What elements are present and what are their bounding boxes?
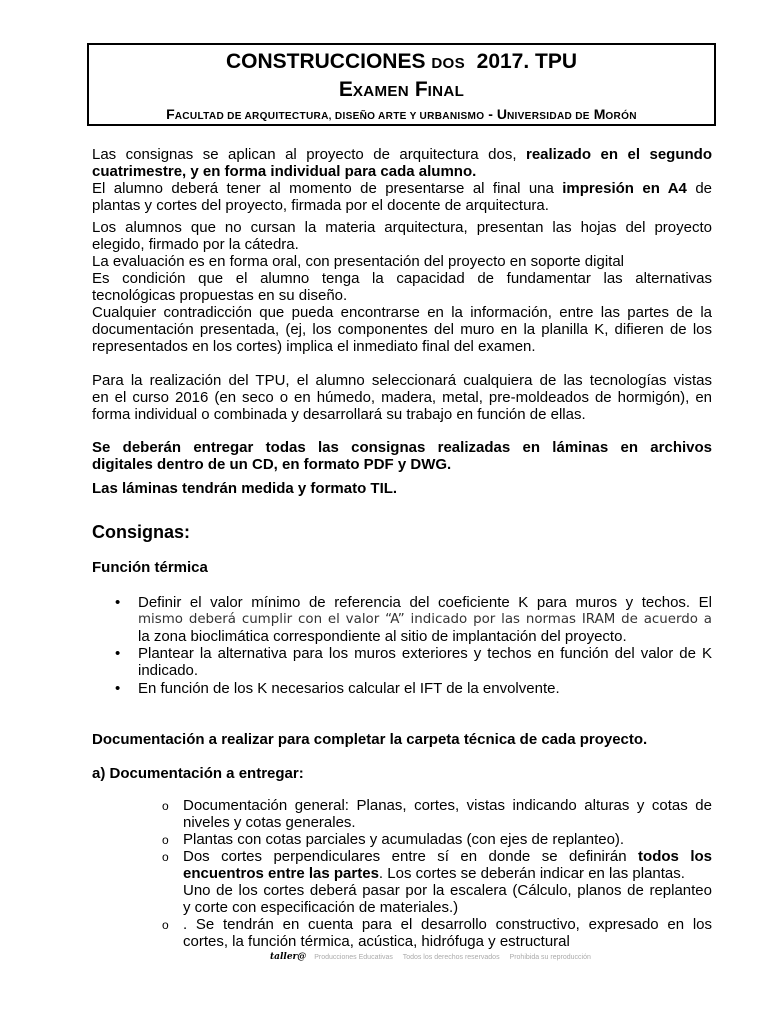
- title-part: INAL: [427, 83, 465, 100]
- footer-text: Producciones Educativas: [314, 954, 393, 961]
- doc-item-line: Uno de los cortes deberá pasar por la escalera (Cálculo, planos de replanteo: [183, 882, 712, 899]
- taller-logo: taller@: [270, 952, 307, 962]
- bullet-icon: •: [115, 680, 121, 697]
- document-title: [89, 50, 714, 76]
- consignas-heading: Consignas:: [92, 522, 191, 542]
- doc-item-line: cortes, la función térmica, acústica, hidrófuga y estructural: [183, 933, 570, 950]
- subtitle-part: M: [589, 106, 606, 122]
- doc-item-line: Documentación general: Planas, cortes, vistas indicando alturas y cotas de: [183, 797, 712, 814]
- footer: [270, 952, 599, 963]
- thermal-function-heading: Función térmica: [92, 559, 208, 576]
- doc-item-line: niveles y cotas generales.: [183, 814, 356, 831]
- documentation-subheading: a) Documentación a entregar:: [92, 765, 304, 782]
- bullet-icon: •: [115, 594, 121, 611]
- doc-item-line: Dos cortes perpendiculares entre sí en donde se definirán todos los: [183, 848, 712, 865]
- intro-line: Las consignas se aplican al proyecto de arquitectura dos, realizado en el segundo: [92, 146, 712, 163]
- circle-bullet-icon: o: [162, 918, 169, 932]
- faculty-subtitle: [89, 106, 714, 125]
- title-part: E: [338, 78, 353, 101]
- doc-item-line: Plantas con cotas parciales y acumuladas (con ejes de replanteo).: [183, 831, 625, 848]
- intro-line: plantas y cortes del proyecto, firmada por el docente de arquitectura.: [92, 197, 549, 214]
- intro-line: cuatrimestre, y en forma individual para cada alumno.: [92, 163, 477, 180]
- title-part: XAMEN: [352, 83, 409, 100]
- intro-line: El alumno deberá tener al momento de presentarse al final una impresión en A4 de: [92, 180, 713, 197]
- subtitle-part: NIVERSIDAD DE: [506, 111, 590, 122]
- title-part: F: [414, 78, 428, 101]
- intro-line: La evaluación es en forma oral, con presentación del proyecto en soporte digital: [92, 253, 624, 270]
- circle-bullet-icon: o: [162, 799, 169, 813]
- bullet-line: indicado.: [138, 662, 199, 679]
- footer-text: Todos los derechos reservados: [402, 954, 500, 961]
- tpu-line: forma individual o combinada y desarrollará su trabajo en función de ellas.: [92, 406, 586, 423]
- intro-line: documentación presentada, (ej, los componentes del muro en la planilla K, difieren de los: [92, 321, 712, 338]
- circle-bullet-icon: o: [162, 833, 169, 847]
- title-box: [87, 43, 716, 126]
- doc-item-line: . Se tendrán en cuenta para el desarrollo constructivo, expresado en los: [183, 916, 712, 933]
- intro-line: Los alumnos que no cursan la materia arquitectura, presentan las hojas del proyecto: [92, 219, 712, 236]
- documentation-heading: Documentación a realizar para completar la carpeta técnica de cada proyecto.: [92, 731, 648, 748]
- intro-line: tecnológicas propuestas en su diseño.: [92, 287, 348, 304]
- bullet-line: En función de los K necesarios calcular el IFT de la envolvente.: [138, 680, 560, 697]
- subtitle-part: - U: [484, 106, 507, 122]
- delivery-line: Se deberán entregar todas las consignas realizadas en láminas en archivos: [92, 439, 712, 456]
- intro-line: elegido, firmado por la cátedra.: [92, 236, 299, 253]
- tpu-line: Para la realización del TPU, el alumno seleccionará cualquiera de las tecnologías vistas: [92, 372, 712, 389]
- footer-text: Prohibida su reproducción: [509, 954, 591, 961]
- delivery-line: digitales dentro de un CD, en formato PDF y DWG.: [92, 456, 452, 473]
- title-part: CONSTRUCCIONES: [225, 50, 426, 73]
- subtitle-part: ACULTAD DE ARQUITECTURA, DISEÑO ARTE Y URBANISMO: [174, 111, 485, 122]
- subtitle-part: F: [166, 106, 175, 122]
- bullet-line: Plantear la alternativa para los muros exteriores y techos en función del valor de K: [138, 645, 712, 662]
- circle-bullet-icon: o: [162, 850, 169, 864]
- title-part: 2017. TPU: [476, 50, 578, 73]
- exam-title: [89, 78, 714, 104]
- title-part: DOS: [431, 55, 465, 72]
- doc-item-line: encuentros entre las partes. Los cortes se deberán indicar en las plantas.: [183, 865, 685, 882]
- intro-line: Es condición que el alumno tenga la capacidad de fundamentar las alternativas: [92, 270, 712, 287]
- doc-item-line: y corte con especificación de materiales.): [183, 899, 459, 916]
- bullet-line: Definir el valor mínimo de referencia del coeficiente K para muros y techos. El: [138, 594, 712, 611]
- bullet-line: mismo deberá cumplir con el valor “A” indicado por las normas IRAM de acuerdo a: [138, 612, 712, 627]
- bullet-line: la zona bioclimática correspondiente al sitio de implantación del proyecto.: [138, 628, 627, 645]
- intro-line: representados en los cortes) implica el inmediato final del examen.: [92, 338, 536, 355]
- format-line: Las láminas tendrán medida y formato TIL.: [92, 480, 398, 497]
- subtitle-part: ORÓN: [605, 111, 637, 122]
- intro-line: Cualquier contradicción que pueda encontrarse en la información, entre las partes de la: [92, 304, 712, 321]
- tpu-line: en el curso 2016 (en seco o en húmedo, madera, metal, pre-moldeados de hormigón), en: [92, 389, 712, 406]
- bullet-icon: •: [115, 645, 121, 662]
